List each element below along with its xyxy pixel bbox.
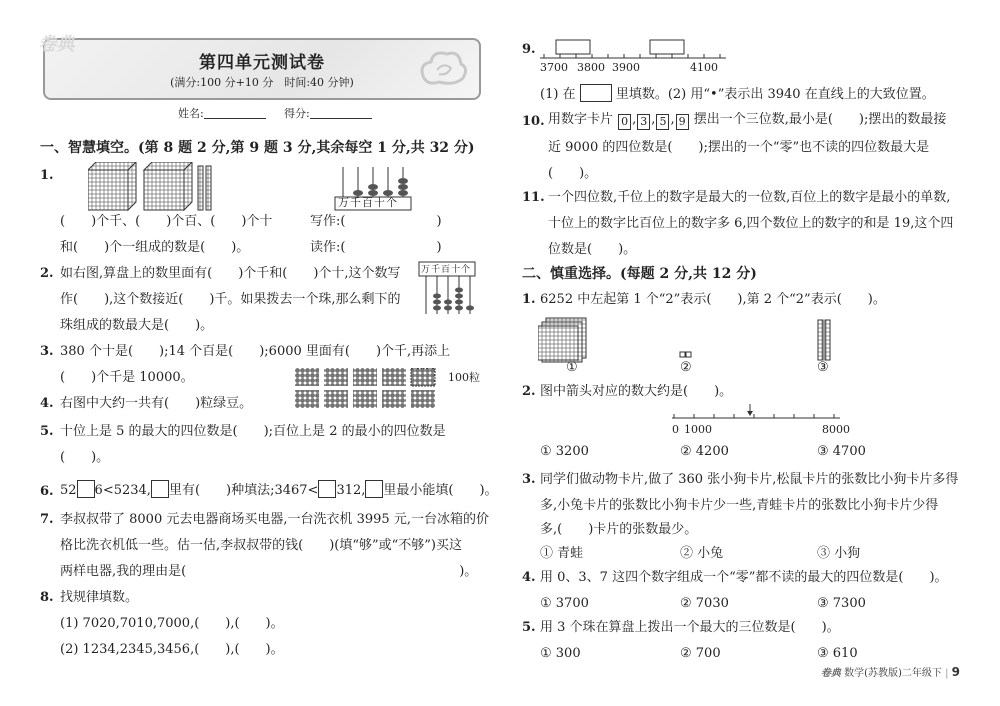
c5-option-3[interactable]: ③ 610 (817, 646, 858, 661)
c4-option-2[interactable]: ② 7030 (680, 596, 729, 611)
c1-text: 6252 中左起第 1 个“2”表示( ),第 2 个“2”表示( )。 (540, 292, 886, 307)
q11-line2: 十位上的数字比百位上的数字多 6,四个数位上的数字的和是 19,这个四 (548, 216, 954, 231)
cloud-decoration-icon (415, 46, 471, 90)
page-footer: 卷典 数学(苏教版)二年级下 | 9 (820, 665, 960, 679)
abacus-label: 万千百十个 (338, 196, 398, 209)
q4-number: 4. (40, 396, 54, 411)
digit-card-3: 3 (637, 114, 650, 130)
beans-figure (295, 368, 445, 410)
c1-option-2[interactable]: ② (680, 360, 692, 375)
q2-line2: 作( ),这个数接近( )千。如果拨去一个珠,那么剩下的 (60, 292, 401, 307)
c3-number: 3. (522, 472, 536, 487)
q9-tick-1: 3800 (577, 61, 605, 74)
digit-card-9: 9 (676, 114, 689, 130)
digit-card-5: 5 (656, 114, 669, 130)
c5-option-1[interactable]: ① 300 (540, 646, 581, 661)
c2-option-2[interactable]: ② 4200 (680, 444, 729, 459)
q1-line1: ( )个千、( )个百、( )个十 (60, 214, 273, 229)
c2-option-3[interactable]: ③ 4700 (817, 444, 866, 459)
q6-blank-1[interactable] (77, 480, 95, 498)
q6-blank-4[interactable] (365, 480, 383, 498)
q7-line2: 格比洗衣机低一些。估一估,李叔叔带的钱( )(填“够”或“不够”)买这 (60, 538, 463, 553)
page-title: 第四单元测试卷 (199, 53, 325, 73)
c4-text: 用 0、3、7 这四个数字组成一个“零”都不读的最大的四位数是( )。 (540, 570, 948, 585)
q7-number: 7. (40, 512, 54, 527)
digit-card-0: 0 (618, 114, 631, 130)
q9-tick-2: 3900 (612, 61, 640, 74)
q2-line1: 如右图,算盘上的数里面有( )个千和( )个十,这个数写 (60, 266, 401, 281)
footer-logo: 卷典 (820, 668, 841, 679)
q8-text: 找规律填数。 (60, 590, 139, 605)
c2-tick-1000: 1000 (684, 423, 712, 436)
q6-blank-2[interactable] (151, 480, 169, 498)
c3-option-1[interactable]: ① 青蛙 (540, 546, 584, 561)
c3-line2: 多,小兔卡片的张数比小狗卡片少一些,青蛙卡片的张数比小狗卡片少得 (540, 498, 939, 513)
score-field[interactable]: 得分: (284, 106, 372, 122)
footer-text: 数学(苏教版)二年级下 (844, 668, 942, 679)
q3-line2: ( )个千是 10000。 (60, 370, 194, 385)
c1-option-3[interactable]: ③ (817, 360, 829, 375)
q7-line3: 两样电器,我的理由是( )。 (60, 564, 478, 579)
q8-part2: (2) 1234,2345,3456,( ),( )。 (60, 642, 284, 657)
q6-number: 6. (40, 484, 54, 499)
c1-option-1[interactable]: ① (566, 360, 578, 375)
c2-number: 2. (522, 384, 536, 399)
c3-line1: 同学们做动物卡片,做了 360 张小狗卡片,松鼠卡片的张数比小狗卡片多得 (540, 472, 959, 487)
q1-write[interactable]: 写作:( ) (310, 214, 442, 229)
q9-instructions: (1) 在 里填数。(2) 用“•”表示出 3940 在直线上的大致位置。 (540, 84, 935, 103)
c3-line3: 多,( )卡片的张数最少。 (540, 522, 698, 537)
name-field[interactable]: 姓名: (178, 106, 266, 122)
q11-line3: 位数是( )。 (548, 242, 637, 257)
c4-option-3[interactable]: ③ 7300 (817, 596, 866, 611)
q3-line1: 380 个十是( );14 个百是( );6000 里面有( )个千,再添上 (60, 344, 451, 359)
q10-line3: ( )。 (548, 166, 598, 181)
c3-option-2[interactable]: ② 小兔 (680, 546, 724, 561)
abacus-label-2: 万千百十个 (421, 265, 472, 275)
q6-blank-3[interactable] (318, 480, 336, 498)
q11-number: 11. (522, 190, 545, 205)
c1-number: 1. (522, 292, 536, 307)
q2-line3: 珠组成的数最大是( )。 (60, 318, 214, 333)
q8-number: 8. (40, 590, 54, 605)
c1-figure (538, 312, 838, 364)
q3-number: 3. (40, 344, 54, 359)
q5-line1: 十位上是 5 的最大的四位数是( );百位上是 2 的最小的四位数是 (60, 424, 446, 439)
c5-text: 用 3 个珠在算盘上拨出一个最大的三位数是( )。 (540, 620, 840, 635)
q4-text: 右图中大约一共有( )粒绿豆。 (60, 396, 253, 411)
header-banner (43, 38, 481, 100)
page-subtitle: (满分:100 分+10 分 时间:40 分钟) (170, 76, 354, 89)
beans-label: 100粒 (448, 371, 480, 384)
q1-line2: 和( )个一组成的数是( )。 (60, 240, 250, 255)
q8-part1: (1) 7020,7010,7000,( ),( )。 (60, 616, 284, 631)
q2-number: 2. (40, 266, 54, 281)
q9-tick-3: 4100 (690, 61, 718, 74)
q7-line1: 李叔叔带了 8000 元去电器商场买电器,一台洗衣机 3995 元,一台冰箱的价 (60, 512, 489, 527)
section2-heading: 二、慎重选择。(每题 2 分,共 12 分) (522, 266, 757, 282)
q9-tick-0: 3700 (540, 61, 568, 74)
c2-tick-8000: 8000 (822, 423, 850, 436)
q9-box[interactable] (580, 84, 612, 102)
brand-logo: 卷典 (37, 34, 78, 55)
q9-number: 9. (522, 42, 536, 57)
c2-tick-0: 0 (672, 423, 679, 436)
section1-heading: 一、智慧填空。(第 8 题 2 分,第 9 题 3 分,其余每空 1 分,共 32 分) (40, 140, 475, 156)
c4-number: 4. (522, 570, 536, 585)
c2-option-1[interactable]: ① 3200 (540, 444, 589, 459)
q10-line2: 近 9000 的四位数是( );摆出的一个“零”也不读的四位数最大是 (548, 140, 930, 155)
c2-text: 图中箭头对应的数大约是( )。 (540, 384, 733, 399)
c5-number: 5. (522, 620, 536, 635)
q10-number: 10. (522, 114, 545, 129)
c5-option-2[interactable]: ② 700 (680, 646, 721, 661)
block-cubes-figure (88, 162, 218, 212)
q1-read[interactable]: 读作:( ) (310, 240, 442, 255)
q5-number: 5. (40, 424, 54, 439)
c4-option-1[interactable]: ① 3700 (540, 596, 589, 611)
q1-number: 1. (40, 168, 54, 183)
q11-line1: 一个四位数,千位上的数字是最大的一位数,百位上的数字是最小的单数, (548, 190, 951, 205)
page-number: 9 (951, 665, 960, 679)
c3-option-3[interactable]: ③ 小狗 (817, 546, 861, 561)
q10-line1: 用数字卡片 0 , 3 , 5 , 9 摆出一个三位数,最小是( );摆出的数最接 (548, 112, 947, 128)
q5-line2: ( )。 (60, 450, 110, 465)
q6-text: 52 6<5234, 里有( )种填法;3467< 312, 里最小能填( )。 (60, 480, 498, 499)
